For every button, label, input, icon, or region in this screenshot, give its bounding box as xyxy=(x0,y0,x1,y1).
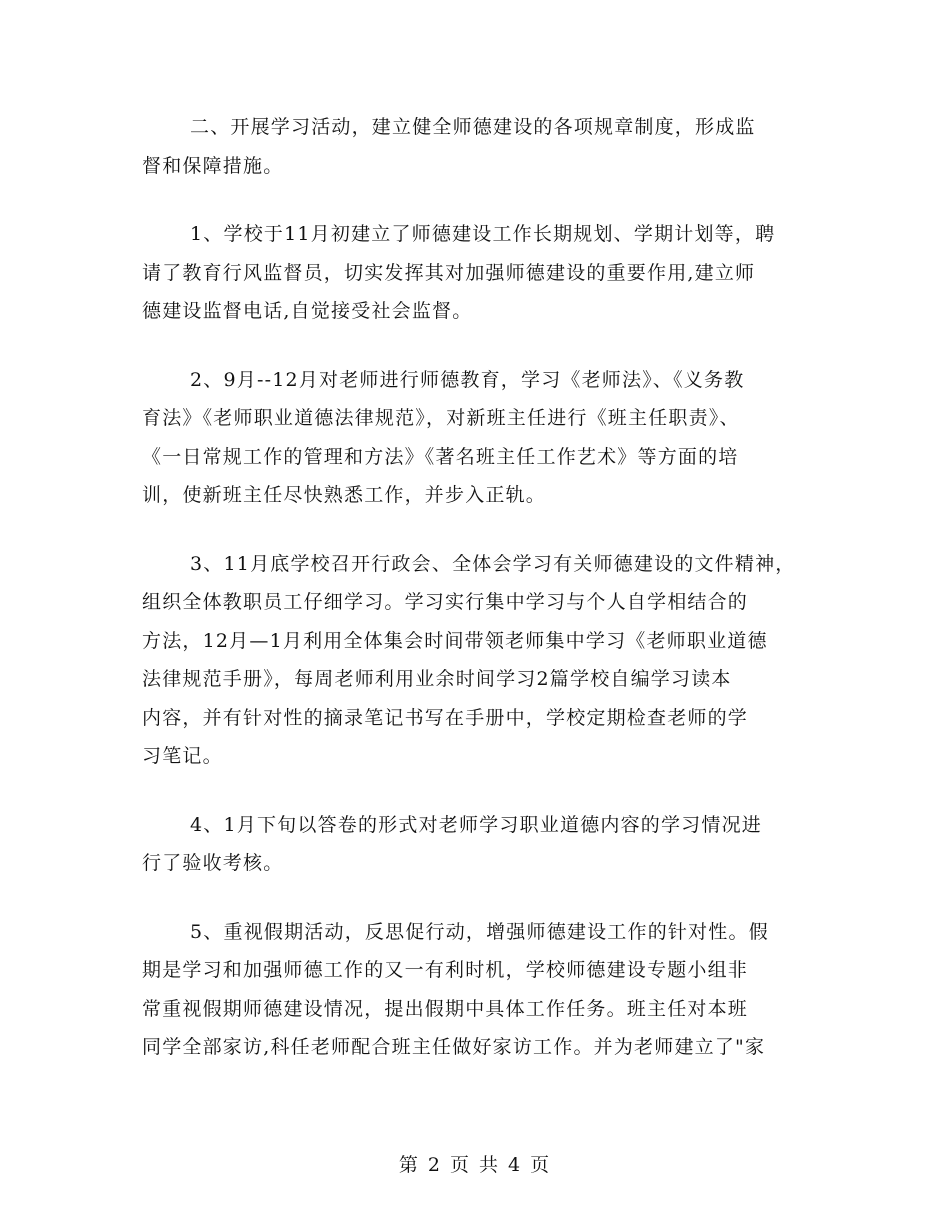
text-line: 习笔记。 xyxy=(142,745,223,767)
paragraph xyxy=(142,215,812,331)
paragraph xyxy=(142,913,812,1067)
text-line: 育法》《老师职业道德法律规范》，对新班主任进行《班主任职责》、 xyxy=(142,407,740,429)
text-line: 1、学校于11月初建立了师德建设工作长期规划、学期计划等，聘 xyxy=(190,223,776,245)
page-footer: 第 2 页 共 4 页 xyxy=(398,1154,552,1176)
text-line: 5、重视假期活动，反思促行动，增强师德建设工作的针对性。假 xyxy=(190,920,769,943)
text-line: 《一日常规工作的管理和方法》《著名班主任工作艺术》等方面的培 xyxy=(142,445,739,468)
text-line: 3、11月底学校召开行政会、全体会学习有关师德建设的文件精神， xyxy=(190,552,796,575)
paragraph xyxy=(142,806,812,883)
text-line: 同学全部家访,科任老师配合班主任做好家访工作。并为老师建立了"家 xyxy=(142,1036,766,1058)
text-line: 训，使新班主任尽快熟悉工作，并步入正轨。 xyxy=(142,484,547,506)
text-line: 行了验收考核。 xyxy=(142,852,284,874)
document-body xyxy=(142,108,812,1097)
text-line: 4、1月下旬以答卷的形式对老师学习职业道德内容的学习情况进 xyxy=(190,813,762,836)
text-line: 常重视假期师德建设情况，提出假期中具体工作任务。班主任对本班 xyxy=(142,997,749,1020)
paragraph xyxy=(142,108,812,185)
text-line: 德建设监督电话,自觉接受社会监督。 xyxy=(142,300,473,322)
text-line: 方法，12月—1月利用全体集会时间带领老师集中学习《老师职业道德 xyxy=(142,629,768,652)
paragraph xyxy=(142,545,812,776)
text-line: 内容，并有针对性的摘录笔记书写在手册中，学校定期检查老师的学 xyxy=(142,706,749,729)
text-line: 组织全体教职员工仔细学习。学习实行集中学习与个人自学相结合的 xyxy=(142,591,749,613)
text-line: 二、开展学习活动，建立健全师德建设的各项规章制度，形成监 xyxy=(190,116,756,138)
text-line: 请了教育行风监督员，切实发挥其对加强师德建设的重要作用,建立师 xyxy=(142,261,756,284)
text-line: 2、9月--12月对老师进行师德教育，学习《老师法》、《义务教 xyxy=(190,368,745,391)
paragraph xyxy=(142,361,812,515)
text-line: 督和保障措施。 xyxy=(142,154,284,177)
text-line: 期是学习和加强师德工作的又一有利时机，学校师德建设专题小组非 xyxy=(142,959,749,981)
text-line: 法律规范手册》，每周老师利用业余时间学习2篇学校自编学习读本 xyxy=(142,668,732,690)
